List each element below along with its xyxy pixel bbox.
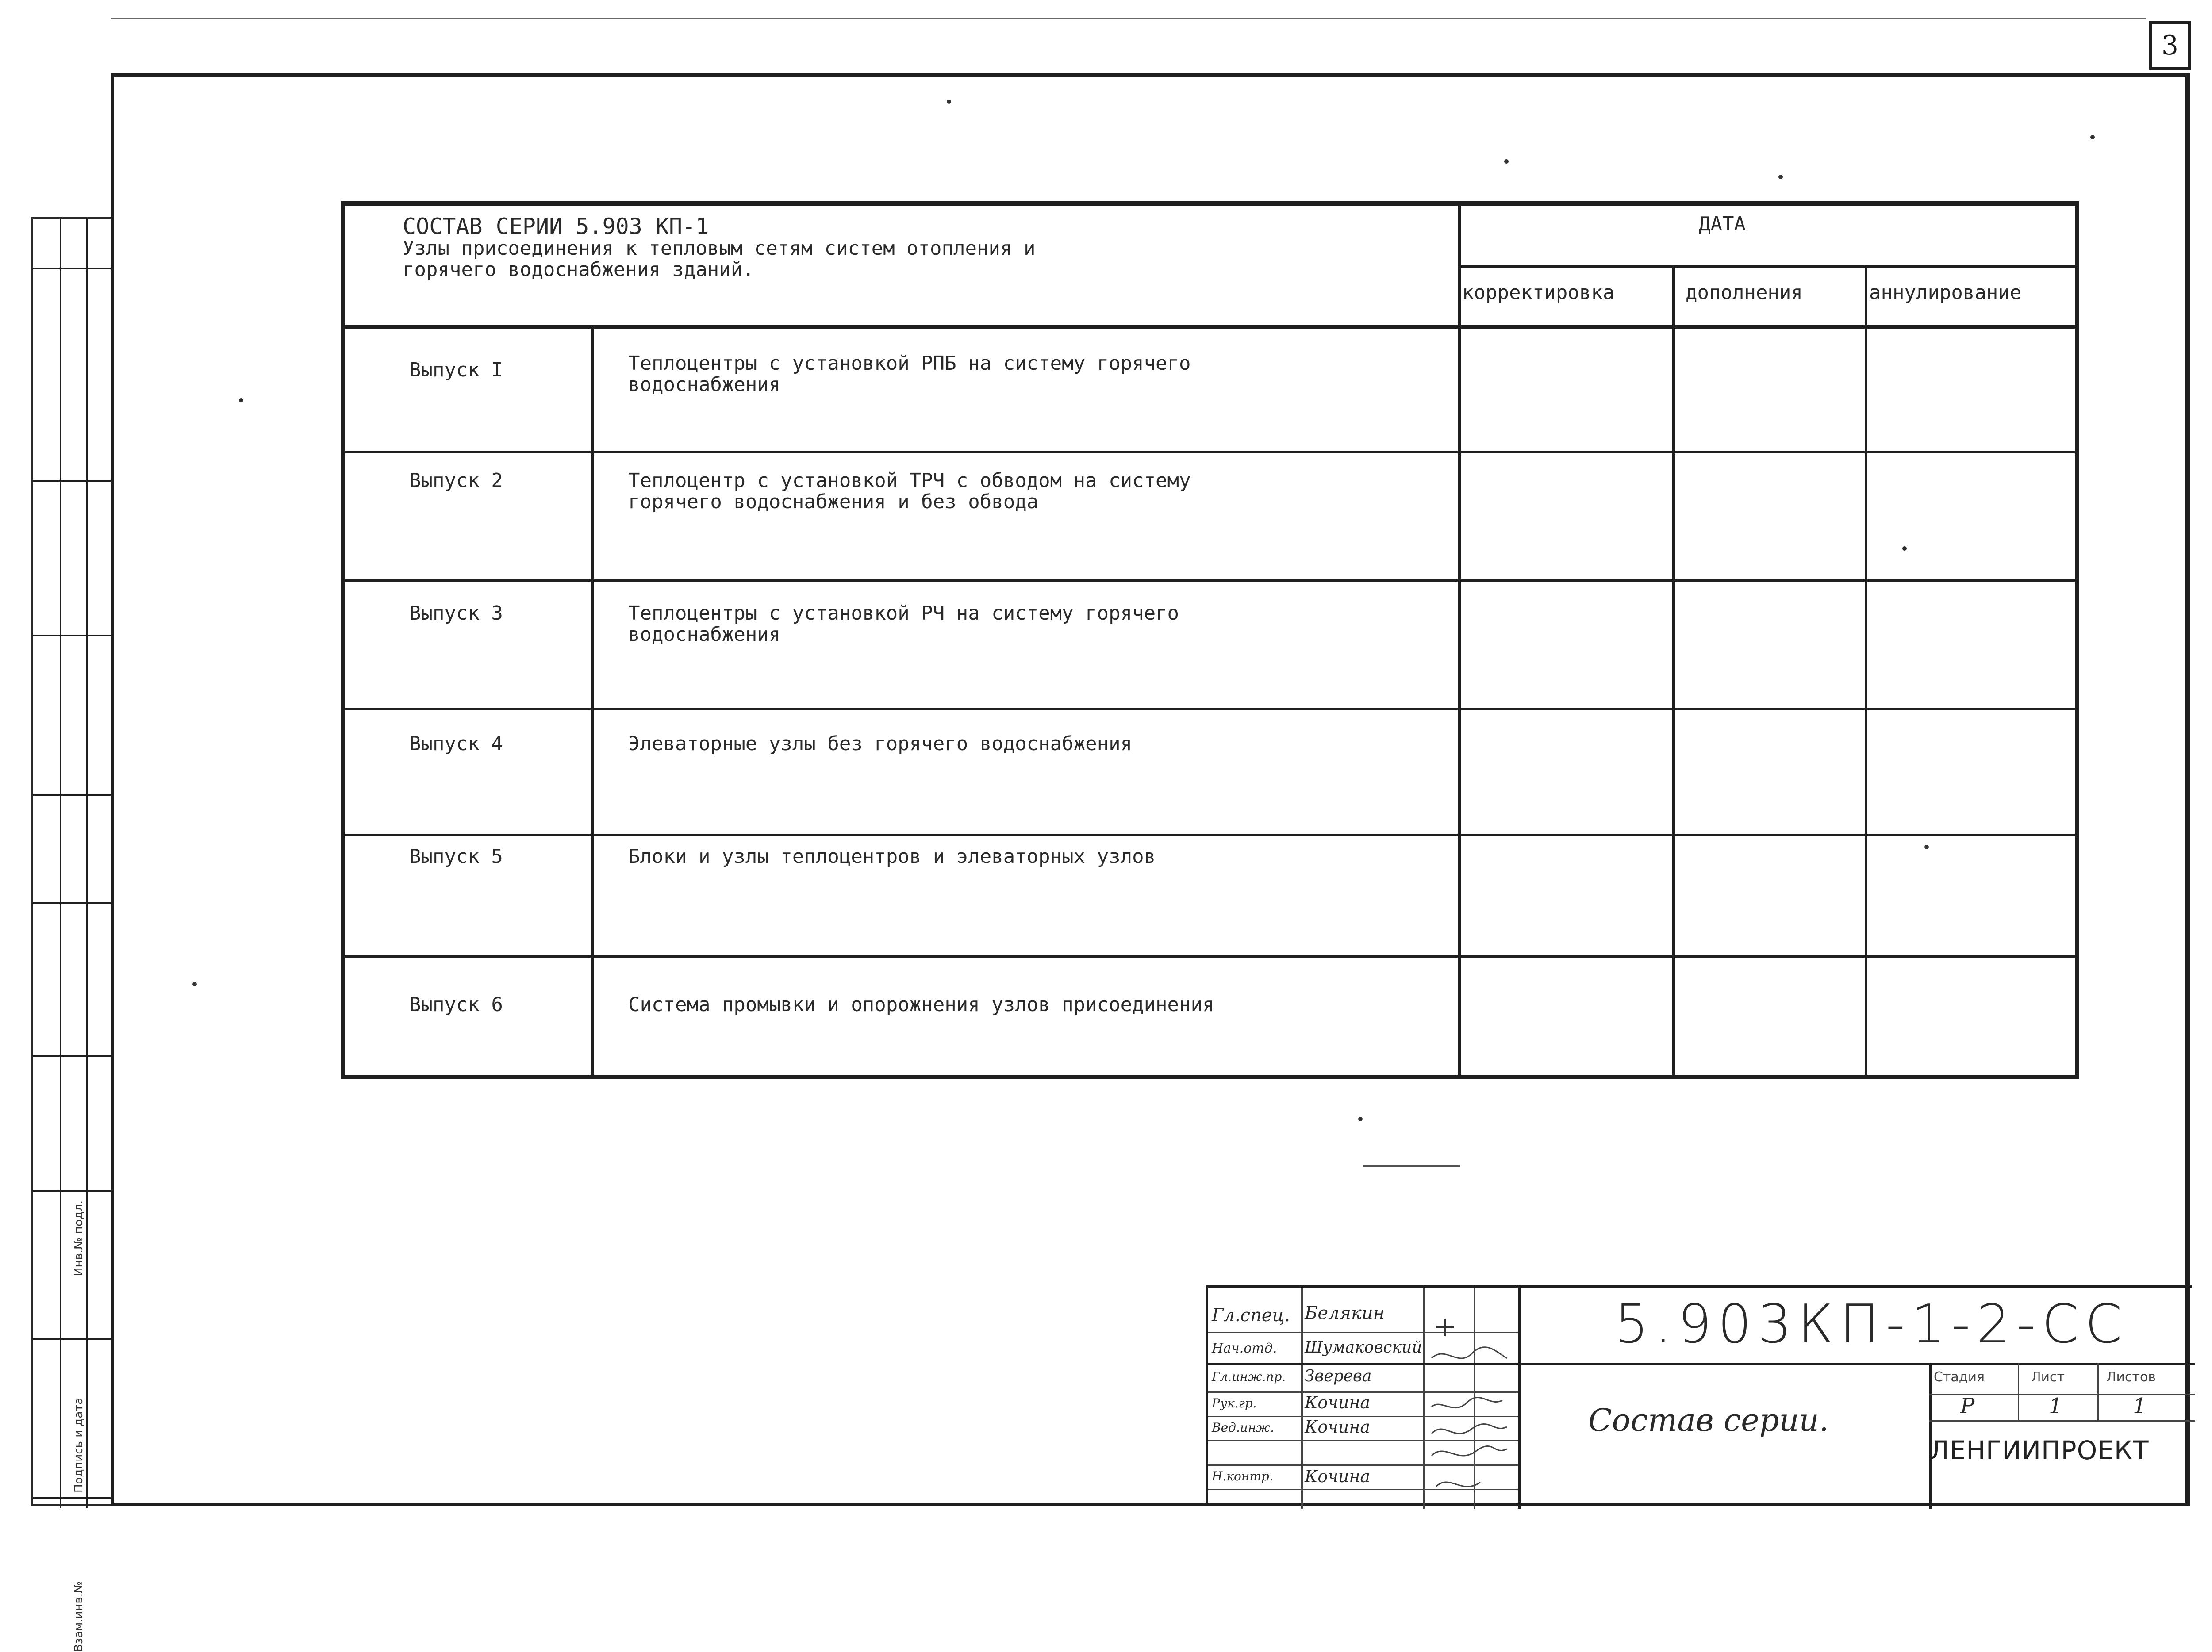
issue-description: водоснабжения <box>628 623 781 646</box>
col-correction-header: корректировка <box>1462 281 1615 304</box>
signer-name: Шумаковский <box>1305 1338 1422 1357</box>
table-hline <box>345 834 2075 836</box>
table-hline <box>345 955 2075 958</box>
signer-name: Зверева <box>1305 1367 1372 1385</box>
table-title: СОСТАВ СЕРИИ 5.903 КП-1 <box>403 214 709 239</box>
side-strip-rule <box>33 1055 113 1057</box>
role-label: Н.контр. <box>1212 1469 1273 1483</box>
table-subtitle: Узлы присоединения к тепловым сетям систем отопления и <box>403 237 1036 260</box>
issue-label: Выпуск 3 <box>409 602 503 625</box>
col-cancellation-header: аннулирование <box>1869 281 2022 304</box>
tb-vline <box>2018 1363 2019 1420</box>
scan-speck <box>1924 845 1929 849</box>
side-strip-rule <box>33 480 113 482</box>
scan-mark <box>1363 1165 1460 1167</box>
tb-vline <box>2097 1363 2099 1420</box>
issue-label: Выпуск 6 <box>409 993 503 1016</box>
stage-value: Р <box>1960 1394 1975 1418</box>
side-label-inv: Инв.№ подл. <box>72 1200 85 1276</box>
table-hline <box>345 708 2075 710</box>
side-strip-divider <box>60 219 61 1508</box>
role-label: Гл.инж.пр. <box>1212 1369 1286 1384</box>
issue-description: Элеваторные узлы без горячего водоснабжения <box>628 732 1133 755</box>
col-sheet-header: Лист <box>2031 1369 2065 1385</box>
scan-speck <box>239 398 243 402</box>
scan-speck <box>192 982 197 986</box>
table-hline <box>345 451 2075 453</box>
tb-hline <box>1929 1420 2195 1422</box>
issue-label: Выпуск 5 <box>409 845 503 868</box>
signer-name: Кочина <box>1305 1393 1371 1412</box>
side-label-replace: Взам.инв.№ <box>72 1581 85 1652</box>
role-label: Вед.инж. <box>1212 1420 1274 1435</box>
scan-speck <box>2090 135 2095 139</box>
issue-description: Теплоцентры с установкой РПБ на систему горячего <box>628 352 1191 375</box>
col-sheets-header: Листов <box>2106 1369 2156 1385</box>
side-strip-rule <box>33 1190 113 1192</box>
sheet-number: 3 <box>2149 21 2191 70</box>
issue-description: Теплоцентр с установкой ТРЧ с обводом на систему <box>628 469 1191 492</box>
scan-speck <box>1504 159 1509 164</box>
document-code: 5.903КП-1-2-СС <box>1615 1294 2128 1355</box>
table-vline <box>1458 206 1461 1075</box>
side-label-sign: Подпись и дата <box>72 1397 85 1493</box>
issue-description: водоснабжения <box>628 373 781 396</box>
scan-speck <box>1778 175 1783 179</box>
tb-vline <box>1423 1288 1425 1509</box>
side-strip-rule <box>33 902 113 904</box>
signer-name: Кочина <box>1305 1467 1371 1486</box>
tb-hline <box>1208 1363 2195 1365</box>
signature-scribbles <box>1427 1296 1516 1504</box>
table-hline <box>1458 265 2075 268</box>
col-stage-header: Стадия <box>1934 1369 1985 1385</box>
side-strip-rule <box>33 1497 113 1499</box>
issue-description: горячего водоснабжения и без обвода <box>628 491 1039 513</box>
side-strip-rule <box>33 1338 113 1340</box>
document-title: Состав серии. <box>1588 1402 1829 1438</box>
issue-description: Блоки и узлы теплоцентров и элеваторных узлов <box>628 845 1156 868</box>
side-strip-rule <box>33 635 113 636</box>
table-vline <box>1865 268 1867 1075</box>
issue-description: Система промывки и опорожнения узлов присоединения <box>628 993 1214 1016</box>
organization-name: ЛЕНГИИПРОЕКТ <box>1930 1435 2149 1465</box>
col-additions-header: дополнения <box>1686 281 1803 304</box>
side-strip-rule <box>33 794 113 796</box>
role-label: Гл.спец. <box>1212 1305 1290 1326</box>
signer-name: Белякин <box>1305 1303 1385 1323</box>
role-label: Нач.отд. <box>1212 1341 1277 1356</box>
side-strip-divider <box>86 219 88 1508</box>
table-vline <box>591 327 594 1075</box>
role-label: Рук.гр. <box>1212 1396 1257 1411</box>
issue-label: Выпуск 4 <box>409 732 503 755</box>
table-hline <box>345 325 2075 329</box>
series-composition-table <box>341 201 2079 1079</box>
scan-speck <box>1358 1117 1363 1121</box>
date-header: ДАТА <box>1699 213 1746 235</box>
table-hline <box>345 579 2075 582</box>
side-strip-rule <box>33 268 113 269</box>
issue-label: Выпуск 2 <box>409 469 503 492</box>
sheets-value: 1 <box>2133 1394 2147 1418</box>
top-edge-line <box>111 18 2146 19</box>
side-strip <box>31 217 111 1652</box>
tb-vline <box>1518 1288 1521 1509</box>
issue-label: Выпуск I <box>409 359 503 381</box>
scan-speck <box>1902 546 1907 551</box>
issue-description: Теплоцентры с установкой РЧ на систему горячего <box>628 602 1179 625</box>
tb-vline <box>1301 1288 1303 1509</box>
sheet-value: 1 <box>2049 1394 2062 1418</box>
table-vline <box>1672 268 1675 1075</box>
scan-speck <box>947 100 951 104</box>
table-subtitle-2: горячего водоснабжения зданий. <box>403 258 754 281</box>
signer-name: Кочина <box>1305 1417 1371 1437</box>
